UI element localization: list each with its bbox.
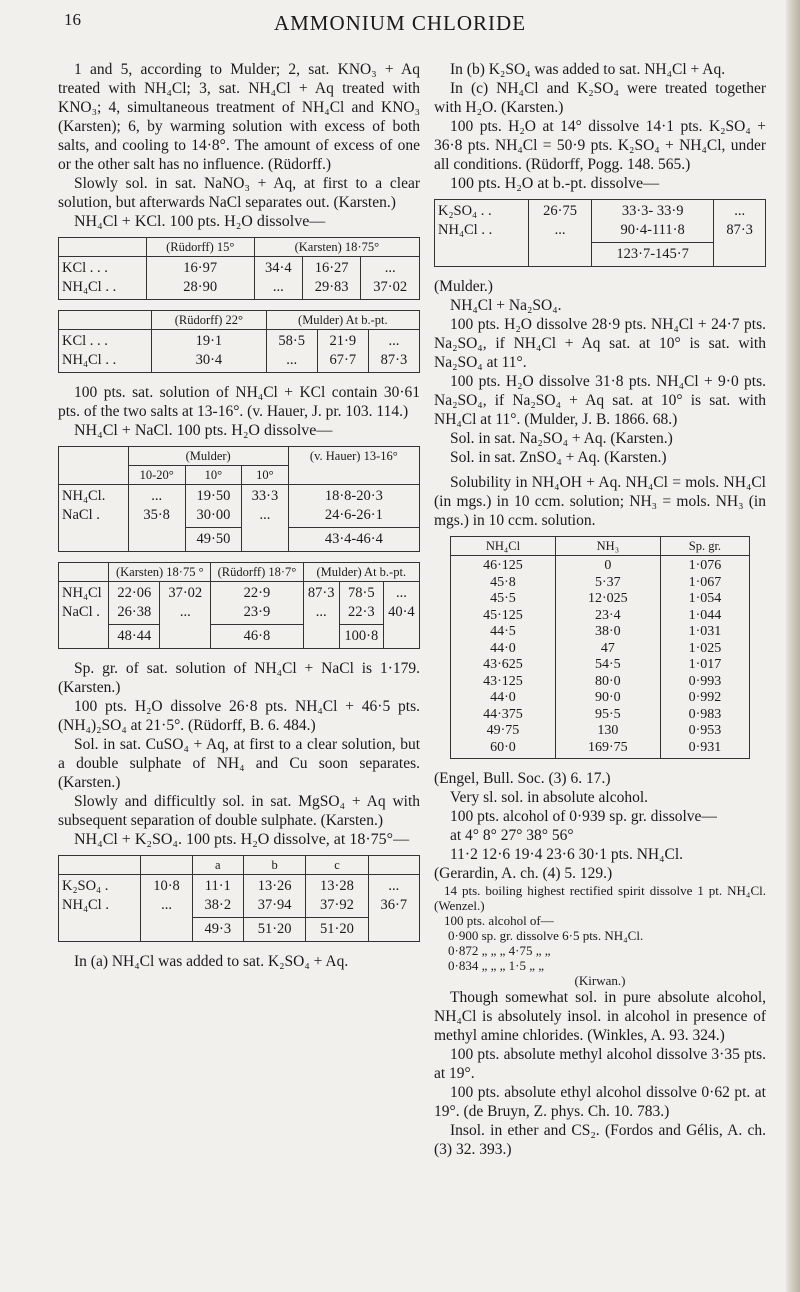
table-header (59, 563, 109, 582)
table-header: (v. Hauer) 13-16° (288, 447, 419, 485)
running-head: AMMONIUM CHLORIDE (273, 11, 527, 35)
left-column (58, 60, 420, 971)
table-header: 10° (242, 466, 289, 485)
page-number: 16 (64, 10, 81, 29)
table-row-label: NH₄Cl. NaCl . (59, 485, 129, 552)
table-cell: 49·50 (185, 528, 242, 552)
table-cell: 49·3 (192, 918, 243, 942)
table-column-nh4cl: 46·125 45·8 45·5 45·125 44·5 44·0 43·625 43·125 44·0 44·375 49·75 60·0 (451, 556, 556, 759)
table-header: a (192, 856, 243, 875)
table-header (141, 856, 192, 875)
table-cell: 33·3 ... (242, 485, 289, 552)
table-header: (Mulder) At b.-pt. (303, 563, 419, 582)
table-cell: 51·20 (306, 918, 368, 942)
table-row-label: KCl . . . NH₄Cl . . (59, 257, 147, 300)
table-row-label: K₂SO₄ . NH₄Cl . (59, 875, 141, 942)
paragraph: Insol. in ether and CS₂. (Fordos and Gélis, A. ch. (3) 32. 393.) (434, 1122, 766, 1158)
table-header (59, 447, 129, 485)
paragraph: 100 pts. alcohol of 0·939 sp. gr. dissolve— (450, 808, 717, 825)
k2so4-table (58, 855, 420, 942)
table-cell: 37·02 ... (160, 582, 211, 649)
paragraph: 100 pts. H₂O at 14° dissolve 14·1 pts. K₂SO₄ + 36·8 pts. NH₄Cl = 50·9 pts. K₂SO₄ + NH₄Cl, under all conditions. (Rüdorff, Pogg. 148. 565.) (434, 118, 766, 173)
nacl-table-1 (58, 446, 420, 552)
paragraph: 100 pts. H₂O dissolve 26·8 pts. NH₄Cl + 46·5 pts. (NH₄)₂SO₄ at 21·5°. (Rüdorff, B. 6. 484.) (58, 698, 420, 734)
right-column (434, 60, 766, 1159)
paragraph: 100 pts. H₂O dissolve 31·8 pts. NH₄Cl + 9·0 pts. Na₂SO₄, if Na₂SO₄ + Aq sat. at 10° is sat. with NH₄Cl at 11°. (Mulder, J. B. 1866. 68.) (434, 373, 766, 428)
table-header: c (306, 856, 368, 875)
source-citation: (Engel, Bull. Soc. (3) 6. 17.) (434, 770, 611, 787)
source-citation: (Gerardin, A. ch. (4) 5. 129.) (434, 865, 613, 882)
section-heading: NH₄Cl + Na₂SO₄. (450, 297, 562, 314)
paragraph: 100 pts. absolute methyl alcohol dissolve 3·35 pts. at 19°. (434, 1046, 766, 1082)
table-cell: 58·5 ... (266, 330, 317, 373)
paragraph: 1 and 5, according to Mulder; 2, sat. KNO₃ + Aq treated with NH₄Cl; 3, sat. NH₄Cl + Aq treated with KNO₃; 4, simultaneous treatment of NH₄Cl and KNO₃ (Karsten); 6, by warming solution with excess of both salts, and cooling to 14·8°. The amount of excess of one or the other salt has no influence. (Rüdorff.) (58, 61, 420, 173)
table-cell: 43·4-46·4 (288, 528, 419, 552)
paragraph: 100 pts. H₂O dissolve 28·9 pts. NH₄Cl + 24·7 pts. Na₂SO₄, if NH₄Cl + Aq sat. at 10° is sat. with Na₂SO₄ at 11°. (434, 316, 766, 371)
table-header: (Rüdorff) 22° (152, 311, 267, 330)
table-cell: 19·1 30·4 (152, 330, 267, 373)
paragraph: Sp. gr. of sat. solution of NH₄Cl + NaCl is 1·179. (Karsten.) (58, 660, 420, 696)
table-row-label: KCl . . . NH₄Cl . . (59, 330, 152, 373)
source-citation: (Mulder.) (434, 278, 493, 295)
section-heading: 100 pts. H₂O at b.-pt. dissolve— (450, 175, 660, 192)
table-cell: 33·3- 33·9 90·4-111·8 (591, 200, 713, 243)
paragraph: In (a) NH₄Cl was added to sat. K₂SO₄ + Aq. (74, 953, 349, 970)
footnote: 100 pts. alcohol of— (444, 913, 554, 928)
page-edge-shadow (786, 0, 800, 1292)
table-header: Sp. gr. (660, 537, 749, 556)
table-header: (Rüdorff) 15° (146, 238, 254, 257)
table-header: NH₄Cl (451, 537, 556, 556)
paragraph: Sol. in sat. Na₂SO₄ + Aq. (Karsten.) (450, 430, 673, 447)
table-cell: 48·44 (109, 625, 160, 649)
paragraph: Sol. in sat. ZnSO₄ + Aq. (Karsten.) (450, 449, 667, 466)
kcl-table-2 (58, 310, 420, 373)
section-heading: NH₄Cl + K₂SO₄. 100 pts. H₂O dissolve, at 18·75°— (74, 831, 410, 848)
table-header: NH₃ (555, 537, 660, 556)
table-cell: 51·20 (243, 918, 305, 942)
paragraph: 100 pts. absolute ethyl alcohol dissolve 0·62 pt. at 19°. (de Bruyn, Z. phys. Ch. 10. 783.) (434, 1084, 766, 1120)
table-header (59, 238, 147, 257)
table-cell: ... 87·3 (368, 330, 419, 373)
paragraph: Though somewhat sol. in pure absolute alcohol, NH₄Cl is absolutely insol. in alcohol in presence of methyl amine chlorides. (Winkles, A. 93. 324.) (434, 989, 766, 1044)
table-cell: ... 87·3 (714, 200, 766, 267)
paragraph: Very sl. sol. in absolute alcohol. (450, 789, 649, 806)
table-cell: 100·8 (339, 625, 383, 649)
nacl-table-2 (58, 562, 420, 649)
table-row-label: NH₄Cl NaCl . (59, 582, 109, 649)
table-cell: 34·4 ... (254, 257, 302, 300)
table-cell: 10·8 ... (141, 875, 192, 942)
section-heading: NH₄Cl + NaCl. 100 pts. H₂O dissolve— (74, 422, 333, 439)
paragraph: Sol. in sat. CuSO₄ + Aq, at first to a clear solution, but a double sulphate of NH₄ and Cu soon separates. (Karsten.) (58, 736, 420, 791)
table-cell: 46·8 (211, 625, 303, 649)
table-cell: 21·9 67·7 (317, 330, 368, 373)
nh4oh-solubility-table (450, 536, 750, 759)
table-cell: 18·8-20·3 24·6-26·1 (288, 485, 419, 528)
footnote: 0·900 sp. gr. dissolve 6·5 pts. NH₄Cl. (448, 928, 644, 943)
table-header: (Karsten) 18·75° (254, 238, 419, 257)
table-header (59, 856, 141, 875)
paragraph: at 4° 8° 27° 38° 56° (450, 827, 574, 844)
table-header (59, 311, 152, 330)
table-header: 10-20° (128, 466, 185, 485)
bpt-table (434, 199, 766, 267)
table-header: 10° (185, 466, 242, 485)
paragraph: In (c) NH₄Cl and K₂SO₄ were treated together with H₂O. (Karsten.) (434, 80, 766, 116)
table-header (368, 856, 419, 875)
table-header: (Mulder) At b.-pt. (266, 311, 419, 330)
kcl-table-1 (58, 237, 420, 300)
footnote: (Kirwan.) (574, 973, 626, 988)
table-cell: 78·5 22·3 (339, 582, 383, 625)
table-cell: 19·50 30·00 (185, 485, 242, 528)
footnote: 0·872 „ „ „ 4·75 „ „ (448, 943, 551, 958)
section-heading: NH₄Cl + KCl. 100 pts. H₂O dissolve— (74, 213, 326, 230)
table-column-nh3: 0 5·37 12·025 23·4 38·0 47 54·5 80·0 90·0 95·5 130 169·75 (555, 556, 660, 759)
table-column-sp-gr: 1·076 1·067 1·054 1·044 1·031 1·025 1·017 0·993 0·992 0·983 0·953 0·931 (660, 556, 749, 759)
table-cell: 13·28 37·92 (306, 875, 368, 918)
table-cell: 22·06 26·38 (109, 582, 160, 625)
table-cell: ... 36·7 (368, 875, 419, 942)
table-cell: 26·75 ... (529, 200, 592, 267)
table-cell: ... 35·8 (128, 485, 185, 552)
paragraph: 100 pts. sat. solution of NH₄Cl + KCl contain 30·61 pts. of the two salts at 13-16°. (v. Hauer, J. pr. 103. 114.) (58, 384, 420, 420)
table-cell: 123·7-145·7 (591, 243, 713, 267)
table-header: (Mulder) (128, 447, 288, 466)
table-cell: 87·3 ... (303, 582, 339, 649)
paragraph: Slowly and difficultly sol. in sat. MgSO₄ + Aq with subsequent separation of double sulphate. (Karsten.) (58, 793, 420, 829)
table-row-label: K₂SO₄ . . NH₄Cl . . (435, 200, 529, 267)
paragraph: In (b) K₂SO₄ was added to sat. NH₄Cl + Aq. (450, 61, 726, 78)
paragraph: 11·2 12·6 19·4 23·6 30·1 pts. NH₄Cl. (450, 846, 684, 863)
table-cell: ... 40·4 (383, 582, 419, 649)
footnote: 14 pts. boiling highest rectified spirit dissolve 1 pt. NH₄Cl. (Wenzel.) (434, 883, 766, 913)
table-cell: ... 37·02 (361, 257, 420, 300)
table-cell: 16·97 28·90 (146, 257, 254, 300)
footnote: 0·834 „ „ „ 1·5 „ „ (448, 958, 545, 973)
table-header: (Rüdorff) 18·7° (211, 563, 303, 582)
table-cell: 22·9 23·9 (211, 582, 303, 625)
paragraph: Solubility in NH₄OH + Aq. NH₄Cl = mols. NH₄Cl (in mgs.) in 10 ccm. solution; NH₃ = mols. NH₃ (in mgs.) in 10 ccm. solution. (434, 474, 766, 529)
table-cell: 13·26 37·94 (243, 875, 305, 918)
table-cell: 16·27 29·83 (302, 257, 361, 300)
table-header: (Karsten) 18·75 ° (109, 563, 211, 582)
table-header: b (243, 856, 305, 875)
paragraph: Slowly sol. in sat. NaNO₃ + Aq, at first to a clear solution, but afterwards NaCl separates out. (Karsten.) (58, 175, 420, 211)
table-cell: 11·1 38·2 (192, 875, 243, 918)
